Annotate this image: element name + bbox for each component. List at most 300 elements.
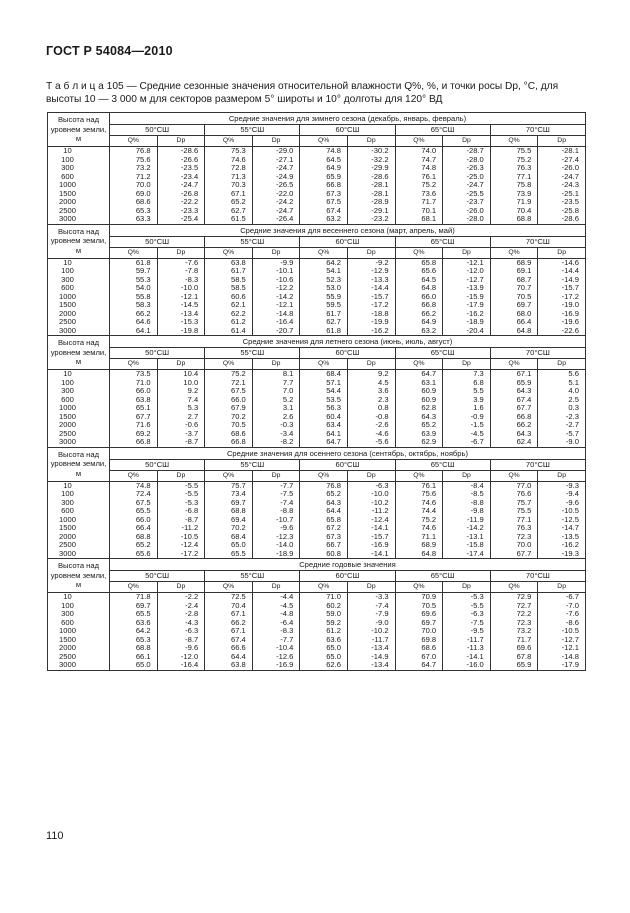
dewpoint-cell: -14.2 bbox=[443, 524, 491, 533]
dewpoint-cell: -15.3 bbox=[157, 318, 205, 327]
height-cell: 1500 bbox=[48, 190, 110, 199]
table-row bbox=[48, 636, 586, 645]
table-row bbox=[48, 173, 586, 182]
humidity-cell: 75.2 bbox=[205, 370, 253, 379]
humidity-cell: 66.6 bbox=[205, 644, 253, 653]
dewpoint-cell: 5.3 bbox=[157, 404, 205, 413]
dewpoint-cell: -14.7 bbox=[538, 524, 586, 533]
dewpoint-cell: -12.3 bbox=[252, 533, 300, 542]
dewpoint-cell: 3.1 bbox=[252, 404, 300, 413]
dewpoint-cell: -27.1 bbox=[252, 156, 300, 165]
humidity-cell: 65.9 bbox=[490, 379, 538, 388]
humidity-cell: 68.4 bbox=[205, 533, 253, 542]
height-cell: 600 bbox=[48, 619, 110, 628]
height-cell: 2500 bbox=[48, 430, 110, 439]
dewpoint-cell: -9.0 bbox=[347, 619, 395, 628]
dewpoint-cell: -24.7 bbox=[252, 164, 300, 173]
sector-header: 70°СШ bbox=[490, 459, 585, 470]
dewpoint-cell: 1.6 bbox=[443, 404, 491, 413]
humidity-cell: 64.5 bbox=[300, 156, 348, 165]
table-row bbox=[48, 644, 586, 653]
dewpoint-cell: -9.6 bbox=[157, 644, 205, 653]
humidity-cell: 67.5 bbox=[205, 387, 253, 396]
humidity-cell: 71.1 bbox=[395, 533, 443, 542]
dewpoint-cell: 3.6 bbox=[347, 387, 395, 396]
humidity-cell: 67.4 bbox=[490, 396, 538, 405]
dewpoint-cell: -23.5 bbox=[157, 164, 205, 173]
height-cell: 1000 bbox=[48, 293, 110, 302]
table-row bbox=[48, 147, 586, 156]
page-number: 110 bbox=[46, 830, 64, 842]
dewpoint-cell: -14.9 bbox=[347, 653, 395, 662]
dewpoint-cell: 2.7 bbox=[157, 413, 205, 422]
dewpoint-cell: -8.7 bbox=[157, 438, 205, 447]
season-title: Средние значения для весеннего сезона (март, апрель, май) bbox=[110, 224, 586, 236]
humidity-cell: 68.1 bbox=[395, 215, 443, 224]
dewpoint-cell: -12.0 bbox=[443, 267, 491, 276]
dewpoint-cell: -7.7 bbox=[252, 481, 300, 490]
height-cell: 2500 bbox=[48, 653, 110, 662]
humidity-cell: 70.5 bbox=[490, 293, 538, 302]
table-row bbox=[48, 516, 586, 525]
dewpoint-cell: 0.3 bbox=[538, 404, 586, 413]
humidity-header: Q% bbox=[300, 582, 348, 593]
season-title: Средние значения для летнего сезона (июнь, июль, август) bbox=[110, 336, 586, 348]
sector-header-row bbox=[48, 571, 586, 582]
humidity-cell: 67.1 bbox=[490, 370, 538, 379]
humidity-cell: 57.1 bbox=[300, 379, 348, 388]
sector-header: 65°СШ bbox=[395, 125, 490, 136]
dewpoint-cell: -19.6 bbox=[538, 318, 586, 327]
humidity-cell: 66.2 bbox=[490, 421, 538, 430]
height-cell: 600 bbox=[48, 396, 110, 405]
dewpoint-cell: -28.1 bbox=[347, 181, 395, 190]
humidity-cell: 68.6 bbox=[110, 198, 158, 207]
humidity-cell: 69.7 bbox=[205, 499, 253, 508]
dewpoint-header: Dр bbox=[538, 470, 586, 481]
humidity-cell: 75.2 bbox=[395, 181, 443, 190]
humidity-cell: 66.2 bbox=[395, 310, 443, 319]
dewpoint-cell: -24.3 bbox=[538, 181, 586, 190]
humidity-cell: 70.1 bbox=[395, 207, 443, 216]
humidity-cell: 66.2 bbox=[110, 310, 158, 319]
table-row bbox=[48, 267, 586, 276]
dewpoint-header: Dр bbox=[538, 582, 586, 593]
dewpoint-cell: -14.9 bbox=[538, 276, 586, 285]
humidity-header: Q% bbox=[300, 247, 348, 258]
humidity-header: Q% bbox=[110, 582, 158, 593]
humidity-cell: 67.3 bbox=[300, 533, 348, 542]
dewpoint-cell: -23.2 bbox=[347, 215, 395, 224]
humidity-cell: 71.8 bbox=[110, 593, 158, 602]
dewpoint-cell: -28.1 bbox=[347, 190, 395, 199]
humidity-header: Q% bbox=[300, 359, 348, 370]
height-cell: 1000 bbox=[48, 404, 110, 413]
humidity-cell: 65.1 bbox=[110, 404, 158, 413]
humidity-cell: 63.2 bbox=[300, 215, 348, 224]
table-row bbox=[48, 550, 586, 559]
sector-header-row bbox=[48, 459, 586, 470]
humidity-cell: 64.7 bbox=[300, 438, 348, 447]
humidity-cell: 64.2 bbox=[110, 627, 158, 636]
humidity-cell: 64.3 bbox=[395, 413, 443, 422]
humidity-cell: 63.1 bbox=[395, 379, 443, 388]
humidity-cell: 75.8 bbox=[490, 181, 538, 190]
sector-header-row bbox=[48, 236, 586, 247]
dewpoint-cell: -7.6 bbox=[538, 610, 586, 619]
humidity-cell: 73.2 bbox=[490, 627, 538, 636]
humidity-cell: 62.7 bbox=[300, 318, 348, 327]
humidity-cell: 74.8 bbox=[110, 481, 158, 490]
humidity-header: Q% bbox=[490, 470, 538, 481]
table-row bbox=[48, 379, 586, 388]
dewpoint-cell: -12.7 bbox=[443, 276, 491, 285]
table-body bbox=[48, 113, 586, 671]
dewpoint-cell: -11.3 bbox=[443, 644, 491, 653]
humidity-cell: 66.4 bbox=[490, 318, 538, 327]
humidity-cell: 76.1 bbox=[395, 481, 443, 490]
humidity-cell: 64.6 bbox=[110, 318, 158, 327]
humidity-cell: 72.3 bbox=[490, 533, 538, 542]
sector-header: 70°СШ bbox=[490, 125, 585, 136]
humidity-header: Q% bbox=[205, 247, 253, 258]
humidity-cell: 72.4 bbox=[110, 490, 158, 499]
dewpoint-cell: -14.1 bbox=[347, 524, 395, 533]
dewpoint-cell: 7.7 bbox=[252, 379, 300, 388]
dewpoint-cell: -20.4 bbox=[443, 327, 491, 336]
table-row bbox=[48, 413, 586, 422]
dewpoint-cell: -18.9 bbox=[443, 318, 491, 327]
dewpoint-cell: -9.9 bbox=[252, 258, 300, 267]
dewpoint-cell: 3.9 bbox=[443, 396, 491, 405]
dewpoint-header: Dр bbox=[157, 470, 205, 481]
humidity-cell: 73.4 bbox=[205, 490, 253, 499]
dewpoint-cell: 10.0 bbox=[157, 379, 205, 388]
dewpoint-cell: -8.7 bbox=[157, 636, 205, 645]
table-row bbox=[48, 602, 586, 611]
dewpoint-cell: -5.3 bbox=[157, 499, 205, 508]
season-header-row bbox=[48, 113, 586, 125]
humidity-header: Q% bbox=[395, 136, 443, 147]
dewpoint-cell: -10.4 bbox=[252, 644, 300, 653]
humidity-cell: 60.8 bbox=[300, 550, 348, 559]
dewpoint-cell: -13.9 bbox=[443, 284, 491, 293]
dewpoint-header: Dр bbox=[252, 247, 300, 258]
dewpoint-cell: -9.6 bbox=[252, 524, 300, 533]
humidity-cell: 64.9 bbox=[395, 318, 443, 327]
dewpoint-cell: -8.3 bbox=[157, 276, 205, 285]
height-cell: 2500 bbox=[48, 207, 110, 216]
dewpoint-cell: -24.7 bbox=[252, 207, 300, 216]
dewpoint-cell: 5.5 bbox=[443, 387, 491, 396]
height-cell: 1000 bbox=[48, 516, 110, 525]
dewpoint-cell: -18.8 bbox=[347, 310, 395, 319]
dewpoint-cell: 4.5 bbox=[347, 379, 395, 388]
dewpoint-cell: -7.5 bbox=[443, 619, 491, 628]
dewpoint-cell: -4.4 bbox=[252, 593, 300, 602]
humidity-cell: 69.1 bbox=[490, 267, 538, 276]
dewpoint-cell: 6.8 bbox=[443, 379, 491, 388]
table-row bbox=[48, 610, 586, 619]
humidity-cell: 74.6 bbox=[395, 499, 443, 508]
dewpoint-cell: -14.4 bbox=[347, 284, 395, 293]
dewpoint-cell: -12.9 bbox=[347, 267, 395, 276]
dewpoint-cell: -26.5 bbox=[252, 181, 300, 190]
dewpoint-cell: -4.5 bbox=[443, 430, 491, 439]
dewpoint-cell: -8.8 bbox=[252, 507, 300, 516]
height-cell: 2500 bbox=[48, 541, 110, 550]
humidity-cell: 61.2 bbox=[300, 627, 348, 636]
sector-header: 55°СШ bbox=[205, 236, 300, 247]
humidity-cell: 70.2 bbox=[205, 524, 253, 533]
humidity-cell: 64.1 bbox=[300, 430, 348, 439]
humidity-cell: 67.7 bbox=[110, 413, 158, 422]
dewpoint-cell: -12.6 bbox=[252, 653, 300, 662]
height-cell: 3000 bbox=[48, 215, 110, 224]
humidity-cell: 63.8 bbox=[205, 258, 253, 267]
height-cell: 100 bbox=[48, 602, 110, 611]
table-row bbox=[48, 258, 586, 267]
humidity-cell: 67.5 bbox=[300, 198, 348, 207]
sector-header: 60°СШ bbox=[300, 348, 395, 359]
humidity-cell: 59.0 bbox=[300, 610, 348, 619]
dewpoint-cell: -25.4 bbox=[157, 215, 205, 224]
height-cell: 100 bbox=[48, 490, 110, 499]
humidity-cell: 67.1 bbox=[205, 627, 253, 636]
table-row bbox=[48, 404, 586, 413]
humidity-cell: 74.7 bbox=[395, 156, 443, 165]
height-cell: 1500 bbox=[48, 636, 110, 645]
table-row bbox=[48, 301, 586, 310]
dewpoint-cell: -15.7 bbox=[347, 533, 395, 542]
humidity-cell: 68.7 bbox=[490, 276, 538, 285]
humidity-cell: 70.0 bbox=[395, 627, 443, 636]
dewpoint-cell: -28.0 bbox=[443, 156, 491, 165]
humidity-cell: 64.4 bbox=[205, 653, 253, 662]
humidity-cell: 64.7 bbox=[395, 370, 443, 379]
dewpoint-cell: -26.8 bbox=[157, 190, 205, 199]
dewpoint-cell: -14.8 bbox=[538, 653, 586, 662]
season-title: Средние значения для осеннего сезона (сентябрь, октябрь, ноябрь) bbox=[110, 447, 586, 459]
humidity-cell: 68.9 bbox=[490, 258, 538, 267]
dewpoint-cell: -12.1 bbox=[157, 293, 205, 302]
dewpoint-cell: -6.7 bbox=[443, 438, 491, 447]
humidity-cell: 70.4 bbox=[490, 207, 538, 216]
sector-header: 55°СШ bbox=[205, 348, 300, 359]
dewpoint-cell: -10.2 bbox=[347, 499, 395, 508]
height-cell: 10 bbox=[48, 481, 110, 490]
humidity-cell: 60.6 bbox=[205, 293, 253, 302]
dewpoint-cell: -29.0 bbox=[252, 147, 300, 156]
dewpoint-cell: -19.0 bbox=[538, 301, 586, 310]
dewpoint-cell: -4.5 bbox=[252, 602, 300, 611]
humidity-cell: 69.7 bbox=[395, 619, 443, 628]
dewpoint-cell: -28.6 bbox=[347, 173, 395, 182]
humidity-cell: 61.5 bbox=[205, 215, 253, 224]
dewpoint-cell: 5.2 bbox=[252, 396, 300, 405]
humidity-cell: 54.4 bbox=[300, 387, 348, 396]
dewpoint-cell: -0.3 bbox=[252, 421, 300, 430]
height-cell: 10 bbox=[48, 258, 110, 267]
humidity-header: Q% bbox=[395, 582, 443, 593]
humidity-cell: 66.8 bbox=[110, 438, 158, 447]
season-header-row bbox=[48, 447, 586, 459]
dewpoint-cell: -11.2 bbox=[157, 524, 205, 533]
dewpoint-cell: -9.8 bbox=[443, 507, 491, 516]
height-column-header: Высота над уровнем земли, м bbox=[48, 224, 110, 258]
dewpoint-cell: -9.3 bbox=[538, 481, 586, 490]
dewpoint-cell: -24.9 bbox=[252, 173, 300, 182]
humidity-cell: 63.8 bbox=[110, 396, 158, 405]
dewpoint-cell: -6.3 bbox=[443, 610, 491, 619]
height-cell: 300 bbox=[48, 164, 110, 173]
humidity-cell: 65.6 bbox=[395, 267, 443, 276]
humidity-cell: 75.6 bbox=[110, 156, 158, 165]
dewpoint-header: Dр bbox=[252, 136, 300, 147]
humidity-cell: 65.5 bbox=[110, 507, 158, 516]
humidity-cell: 62.8 bbox=[395, 404, 443, 413]
humidity-cell: 69.4 bbox=[205, 516, 253, 525]
dewpoint-cell: -13.5 bbox=[538, 533, 586, 542]
humidity-cell: 69.7 bbox=[110, 602, 158, 611]
dewpoint-cell: -11.2 bbox=[347, 507, 395, 516]
height-cell: 2000 bbox=[48, 533, 110, 542]
humidity-cell: 63.6 bbox=[110, 619, 158, 628]
height-cell: 1500 bbox=[48, 301, 110, 310]
humidity-cell: 67.8 bbox=[490, 653, 538, 662]
dewpoint-cell: -10.5 bbox=[538, 507, 586, 516]
dewpoint-cell: -16.2 bbox=[443, 310, 491, 319]
humidity-cell: 55.8 bbox=[110, 293, 158, 302]
dewpoint-cell: -17.2 bbox=[538, 293, 586, 302]
humidity-cell: 67.1 bbox=[205, 190, 253, 199]
dewpoint-cell: -25.1 bbox=[538, 190, 586, 199]
dewpoint-cell: -6.7 bbox=[538, 593, 586, 602]
dewpoint-cell: -17.9 bbox=[538, 661, 586, 670]
humidity-cell: 67.2 bbox=[300, 524, 348, 533]
sector-header: 50°СШ bbox=[110, 571, 205, 582]
humidity-cell: 68.9 bbox=[395, 541, 443, 550]
dewpoint-cell: -4.3 bbox=[157, 619, 205, 628]
humidity-cell: 65.0 bbox=[110, 661, 158, 670]
humidity-cell: 66.7 bbox=[300, 541, 348, 550]
dewpoint-cell: -28.7 bbox=[443, 147, 491, 156]
dewpoint-cell: -19.8 bbox=[157, 327, 205, 336]
dewpoint-cell: -11.7 bbox=[347, 636, 395, 645]
sector-header: 65°СШ bbox=[395, 459, 490, 470]
table-row bbox=[48, 490, 586, 499]
humidity-cell: 60.4 bbox=[300, 413, 348, 422]
humidity-cell: 64.3 bbox=[300, 499, 348, 508]
height-cell: 2000 bbox=[48, 198, 110, 207]
dewpoint-cell: -7.9 bbox=[347, 610, 395, 619]
height-cell: 10 bbox=[48, 593, 110, 602]
humidity-cell: 75.7 bbox=[490, 499, 538, 508]
humidity-cell: 65.5 bbox=[110, 610, 158, 619]
table-row bbox=[48, 481, 586, 490]
table-row bbox=[48, 181, 586, 190]
dewpoint-cell: -8.8 bbox=[443, 499, 491, 508]
table-row bbox=[48, 396, 586, 405]
dewpoint-cell: -5.5 bbox=[443, 602, 491, 611]
humidity-cell: 76.3 bbox=[490, 524, 538, 533]
table-row bbox=[48, 190, 586, 199]
humidity-cell: 76.3 bbox=[490, 164, 538, 173]
table-row bbox=[48, 293, 586, 302]
height-cell: 3000 bbox=[48, 438, 110, 447]
dewpoint-cell: 8.1 bbox=[252, 370, 300, 379]
humidity-cell: 62.1 bbox=[205, 301, 253, 310]
sector-header: 60°СШ bbox=[300, 125, 395, 136]
humidity-cell: 70.5 bbox=[205, 421, 253, 430]
dewpoint-cell: -5.3 bbox=[443, 593, 491, 602]
dewpoint-cell: -20.7 bbox=[252, 327, 300, 336]
dewpoint-cell: 10.4 bbox=[157, 370, 205, 379]
humidity-cell: 72.1 bbox=[205, 379, 253, 388]
parameter-header-row bbox=[48, 582, 586, 593]
dewpoint-cell: -12.4 bbox=[157, 541, 205, 550]
dewpoint-cell: -26.3 bbox=[443, 164, 491, 173]
dewpoint-cell: -14.0 bbox=[252, 541, 300, 550]
humidity-cell: 71.2 bbox=[110, 173, 158, 182]
humidity-cell: 74.6 bbox=[395, 524, 443, 533]
humidity-cell: 74.8 bbox=[300, 147, 348, 156]
dewpoint-cell: -17.9 bbox=[443, 301, 491, 310]
humidity-cell: 72.5 bbox=[205, 593, 253, 602]
height-cell: 3000 bbox=[48, 327, 110, 336]
height-cell: 600 bbox=[48, 284, 110, 293]
dewpoint-cell: -5.5 bbox=[157, 490, 205, 499]
height-column-header: Высота над уровнем земли, м bbox=[48, 559, 110, 593]
sector-header: 70°СШ bbox=[490, 571, 585, 582]
dewpoint-cell: -12.1 bbox=[538, 644, 586, 653]
humidity-cell: 74.4 bbox=[395, 507, 443, 516]
dewpoint-cell: -6.8 bbox=[157, 507, 205, 516]
dewpoint-cell: -15.9 bbox=[443, 293, 491, 302]
dewpoint-header: Dр bbox=[443, 247, 491, 258]
humidity-cell: 65.8 bbox=[395, 258, 443, 267]
humidity-cell: 55.9 bbox=[300, 293, 348, 302]
dewpoint-cell: -3.7 bbox=[157, 430, 205, 439]
dewpoint-cell: -10.0 bbox=[347, 490, 395, 499]
humidity-cell: 66.8 bbox=[395, 301, 443, 310]
season-title: Средние значения для зимнего сезона (декабрь, январь, февраль) bbox=[110, 113, 586, 125]
dewpoint-cell: -14.5 bbox=[157, 301, 205, 310]
humidity-cell: 55.3 bbox=[110, 276, 158, 285]
parameter-header-row bbox=[48, 470, 586, 481]
humidity-cell: 60.9 bbox=[395, 396, 443, 405]
humidity-cell: 65.2 bbox=[205, 198, 253, 207]
dewpoint-cell: -2.6 bbox=[347, 421, 395, 430]
dewpoint-header: Dр bbox=[347, 470, 395, 481]
humidity-cell: 74.0 bbox=[395, 147, 443, 156]
height-cell: 2000 bbox=[48, 421, 110, 430]
humidity-cell: 64.3 bbox=[490, 387, 538, 396]
dewpoint-cell: 9.2 bbox=[157, 387, 205, 396]
humidity-cell: 68.6 bbox=[395, 644, 443, 653]
humidity-header: Q% bbox=[490, 582, 538, 593]
dewpoint-cell: -12.0 bbox=[157, 653, 205, 662]
dewpoint-cell: -10.5 bbox=[157, 533, 205, 542]
height-cell: 100 bbox=[48, 267, 110, 276]
humidity-cell: 77.1 bbox=[490, 516, 538, 525]
humidity-cell: 61.8 bbox=[110, 258, 158, 267]
dewpoint-cell: -6.4 bbox=[252, 619, 300, 628]
table-row bbox=[48, 524, 586, 533]
humidity-cell: 68.4 bbox=[300, 370, 348, 379]
humidity-header: Q% bbox=[110, 470, 158, 481]
humidity-header: Q% bbox=[205, 582, 253, 593]
